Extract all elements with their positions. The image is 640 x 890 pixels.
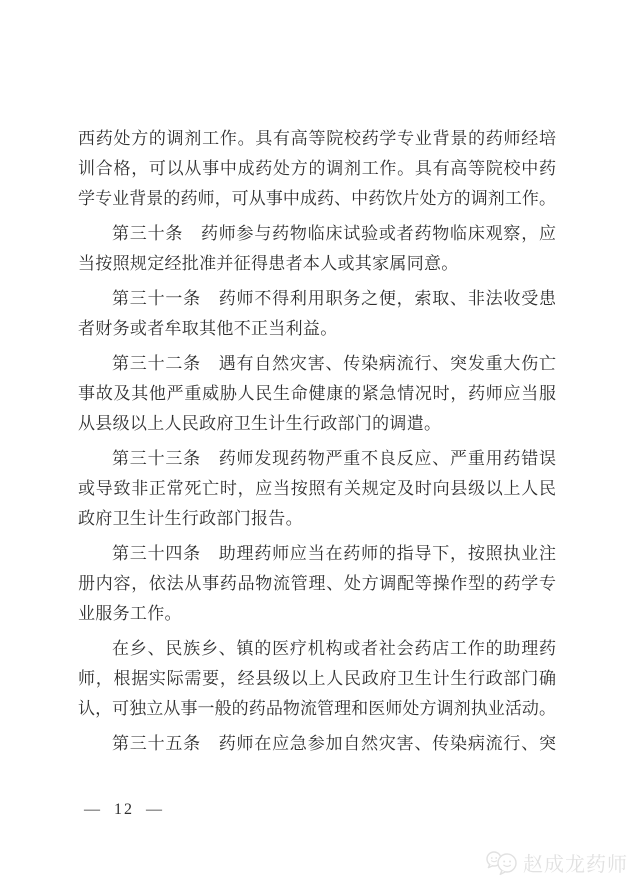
paragraph [78, 124, 556, 214]
text-line: 册内容，依法从事药品物流管理、处方调配等操作型的药学专 [78, 574, 556, 593]
text-line: 在乡、民族乡、镇的医疗机构或者社会药店工作的助理药 [112, 639, 556, 658]
text-line: 师，根据实际需要，经县级以上人民政府卫生计生行政部门确 [78, 669, 556, 688]
paragraph [78, 349, 556, 439]
text-line: 事故及其他严重威胁人民生命健康的紧急情况时，药师应当服 [78, 384, 556, 403]
text-line: 西药处方的调剂工作。具有高等院校药学专业背景的药师经培 [78, 129, 556, 148]
chat-bubbles-icon [485, 849, 519, 877]
text-line: 第三十一条 药师不得利用职务之便，索取、非法收受患 [112, 289, 556, 308]
text-line: 第三十三条 药师发现药物严重不良反应、严重用药错误 [112, 449, 556, 468]
watermark [485, 848, 628, 877]
page-number: — 12 — [84, 801, 164, 818]
text-line: 第三十四条 助理药师应当在药师的指导下，按照执业注 [112, 544, 556, 563]
text-line: 训合格，可以从事中成药处方的调剂工作。具有高等院校中药 [78, 159, 556, 178]
text-line: 政府卫生计生行政部门报告。 [78, 509, 303, 528]
paragraph [78, 444, 556, 534]
text-line: 第三十五条 药师在应急参加自然灾害、传染病流行、突 [112, 734, 556, 753]
watermark-label: 赵成龙药师 [523, 854, 628, 876]
text-line: 者财务或者牟取其他不正当利益。 [78, 319, 338, 338]
text-line: 或导致非正常死亡时，应当按照有关规定及时向县级以上人民 [78, 479, 556, 498]
text-line: 从县级以上人民政府卫生计生行政部门的调遣。 [78, 414, 442, 433]
document-body [78, 124, 556, 764]
paragraph [78, 634, 556, 724]
text-line: 第三十二条 遇有自然灾害、传染病流行、突发重大伤亡 [112, 354, 556, 373]
text-line: 业服务工作。 [78, 604, 182, 623]
paragraph [78, 219, 556, 279]
text-line: 第三十条 药师参与药物临床试验或者药物临床观察，应 [112, 224, 556, 243]
paragraph [78, 539, 556, 629]
paragraph [78, 729, 556, 759]
text-line: 学专业背景的药师，可从事中成药、中药饮片处方的调剂工作。 [78, 189, 556, 208]
paragraph [78, 284, 556, 344]
text-line: 当按照规定经批准并征得患者本人或其家属同意。 [78, 254, 459, 273]
text-line: 认，可独立从事一般的药品物流管理和医师处方调剂执业活动。 [78, 699, 556, 718]
